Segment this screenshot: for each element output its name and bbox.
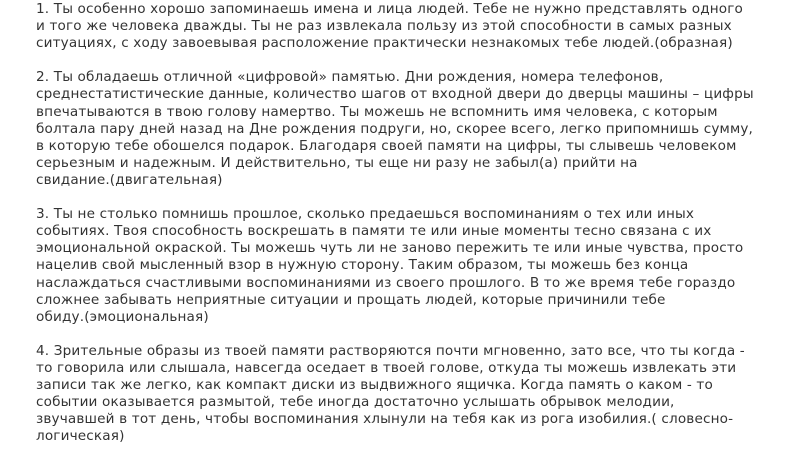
paragraph-line: болтала пару дней назад на Дне рождения подруги, но, скорее всего, легко припомнишь сумму, <box>36 120 754 137</box>
paragraph-line: сложнее забывать неприятные ситуации и прощать людей, которые причинили тебе <box>36 291 666 308</box>
paragraph-4-verbal-logical <box>36 343 771 446</box>
paragraph-line: записи так же легко, как компакт диски из выдвижного ящичка. Когда память о каком - то <box>36 377 713 394</box>
paragraph-line: событии оказывается размытой, тебе иногда достаточно услышать обрывок мелодии, <box>36 394 675 411</box>
paragraph-line: серьезным и надежным. И действительно, ты еще ни разу не забыл(а) прийти на <box>36 154 638 171</box>
paragraph-line: событиях. Твоя способность воскрешать в памяти те или иные моменты тесно связана с их <box>36 223 712 240</box>
paragraph-line: наслаждаться счастливыми воспоминаниями из своего прошлого. В то же время тебе гораздо <box>36 274 736 291</box>
paragraph-line: ситуациях, с ходу завоевывая расположение практически незнакомых тебе людей.(образная) <box>36 35 733 52</box>
paragraph-line: свидание.(двигательная) <box>36 171 223 188</box>
paragraph-line: 3. Ты не столько помнишь прошлое, сколько предаешься воспоминаниям о тех или иных <box>36 206 695 223</box>
paragraph-line: логическая) <box>36 428 125 445</box>
paragraph-line: нацелив свой мысленный взор в нужную сторону. Таким образом, ты можешь без конца <box>36 257 689 274</box>
paragraph-3-emotional <box>36 206 771 326</box>
paragraph-line: то говорила или слышала, навсегда оседает в твоей голове, откуда ты можешь извлекать эти <box>36 359 737 376</box>
paragraph-line: в которую тебе обошелся подарок. Благодаря своей памяти на цифры, ты слывешь человеком <box>36 137 737 154</box>
paragraph-line: 1. Ты особенно хорошо запоминаешь имена и лица людей. Тебе не нужно представлять одного <box>36 1 744 17</box>
paragraph-line: звучавшей в тот день, чтобы воспоминания хлынули на тебя как из рога изобилия.( словесно- <box>36 411 734 428</box>
paragraph-line: среднестатистические данные, количество шагов от входной двери до дверцы машины – цифры <box>36 86 754 103</box>
paragraph-line: и того же человека дважды. Ты не раз извлекала пользу из этой способности в самых разных <box>36 18 732 35</box>
paragraph-line: обиду.(эмоциональная) <box>36 308 209 325</box>
paragraph-line: 2. Ты обладаешь отличной «цифровой» памятью. Дни рождения, номера телефонов, <box>36 69 664 86</box>
paragraph-line: 4. Зрительные образы из твоей памяти растворяются почти мгновенно, зато все, что ты когда - <box>36 342 745 359</box>
paragraph-1-visual <box>36 1 771 52</box>
paragraph-2-motor <box>36 69 771 189</box>
paragraph-line: эмоциональной окраской. Ты можешь чуть ли не заново пережить те или иные чувства, просто <box>36 240 744 257</box>
memory-types-text <box>36 1 771 450</box>
paragraph-line: впечатываются в твою голову намертво. Ты можешь не вспомнить имя человека, с которым <box>36 103 718 120</box>
